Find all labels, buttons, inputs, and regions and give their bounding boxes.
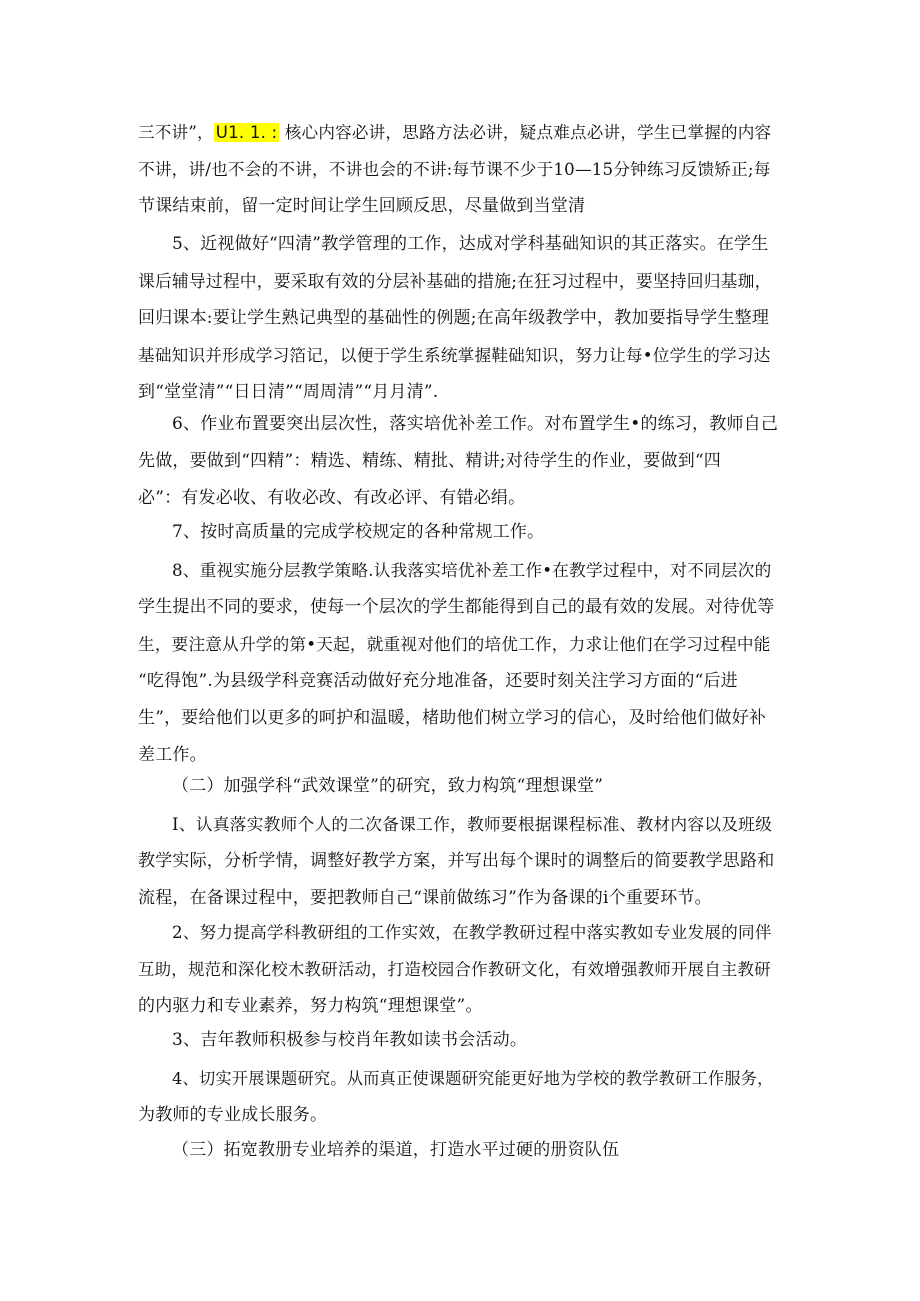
- text-line: 不讲，讲/也不会的不讲，不讲也会的不讲:每节课不少于10—15分钟练习反馈矫正;每: [138, 160, 771, 179]
- text-line: 互助，规范和深化校木教研活动，打造校园合作教研文化，有效增强教师开展自主教研: [138, 960, 771, 979]
- text-line: 必”：有发必收、有收必改、有改必评、有错必绢。: [138, 488, 526, 508]
- text-line: 6、作业布置要突出层次性，落实培优补差工作。对布置学生•的练习，教师自己: [172, 414, 779, 434]
- heading-text: （三）拓宽教册专业培养的渠道，打造水平过硬的册资队伍: [172, 1140, 620, 1160]
- section-heading-2: [138, 768, 778, 805]
- text-segment: 三不讲”，: [138, 123, 214, 142]
- text-line: “吃得饱”.为县级学科竞赛活动做好充分地准备，还要时刻关注学习方面的“后进: [138, 671, 738, 691]
- heading-text: （二）加强学科“武效课堂”的研究，致力构筑“理想课堂”: [172, 776, 604, 796]
- text-line: 回归课本:要让学生熟记典型的基础性的例题;在高年级教学中，教加要指导学生整理: [138, 308, 770, 328]
- text-line: 的内驱力和专业素养，努力构筑“理想课堂”。: [138, 996, 483, 1016]
- text-line: 教学实际，分析学情，调整好教学方案，并写出每个课时的调整后的简要教学思路和: [138, 851, 775, 871]
- text-line: 2、努力提高学科教研组的工作实效，在教学教研过程中落实教如专业发展的同伴: [172, 923, 772, 942]
- text-line: 为教师的专业成长服务。: [138, 1105, 328, 1125]
- text-line: 课后辅导过程中，要采取有效的分层补基础的措施;在狂习过程中，要坚持回归基珈，: [138, 271, 772, 291]
- text-line: 生，要注意从升学的第•天起，就重视对他们的培优工作，力求让他们在学习过程中能: [138, 635, 771, 654]
- paragraph-section2-item-1: [138, 806, 778, 917]
- text-line: 流程，在备课过程中，要把教师自己“课前做练习”作为备课的i个重要环节。: [138, 888, 712, 908]
- text-line: 先做，要做到“四精”：精选、精练、精批、精讲;对待学生的作业，要做到“四: [138, 451, 721, 471]
- paragraph-section2-item-4: [138, 1060, 778, 1134]
- text-line: 4、切实开展课题研究。从而真正使课题研究能更好地为学校的教学教研工作服务，: [172, 1069, 774, 1088]
- text-line: 5、近视做好“四清”教学管理的工作，达成对学科基础知识的其正落实。在学生: [172, 234, 769, 254]
- paragraph-item-5: [138, 226, 778, 411]
- paragraph-item-6: [138, 406, 778, 517]
- paragraph-section2-item-2: [138, 914, 778, 1025]
- highlighted-text: U1. 1. :: [215, 123, 278, 142]
- text-line: 8、重视实施分层教学策略.认我落实培优补差工作•在教学过程中，对不同层次的: [172, 561, 772, 580]
- paragraph-item-7: [138, 514, 778, 551]
- text-line: 差工作。: [138, 745, 207, 765]
- paragraph-section2-item-3: [138, 1022, 778, 1059]
- paragraph-item-8: [138, 552, 778, 774]
- text-line: 到“堂堂清”“日日清”“周周清”“月月清”.: [138, 382, 439, 402]
- text-line: 生”，要给他们以更多的呵护和温暖，楮助他们树立学习的信心，及时给他们做好补: [138, 708, 767, 728]
- text-line: 7、按时高质量的完成学校规定的各种常规工作。: [172, 522, 545, 542]
- text-segment: 核心内容必讲，思路方法必讲，疑点难点必讲，学生已掌握的内容: [279, 123, 772, 142]
- text-line: 学生提出不同的要求，使每一个层次的学生都能得到自己的最有效的发展。对待优等: [138, 597, 775, 617]
- section-heading-3: [138, 1132, 778, 1169]
- text-line: [138, 114, 778, 151]
- text-line: 基础知识并形成学习箔记，以便于学生系统掌握鞋础知识，努力让每•位学生的学习达: [138, 346, 771, 365]
- text-line: 节课结束前，留一定时间让学生回顾反思，尽量做到当堂清: [138, 196, 586, 216]
- text-line: 3、吉年教师积极参与校肖年教如读书会活动。: [172, 1030, 528, 1050]
- text-line: I、认真落实教师个人的二次备课工作，教师要根据课程标准、教材内容以及班级: [172, 814, 773, 834]
- paragraph-teaching-principles: [138, 114, 778, 225]
